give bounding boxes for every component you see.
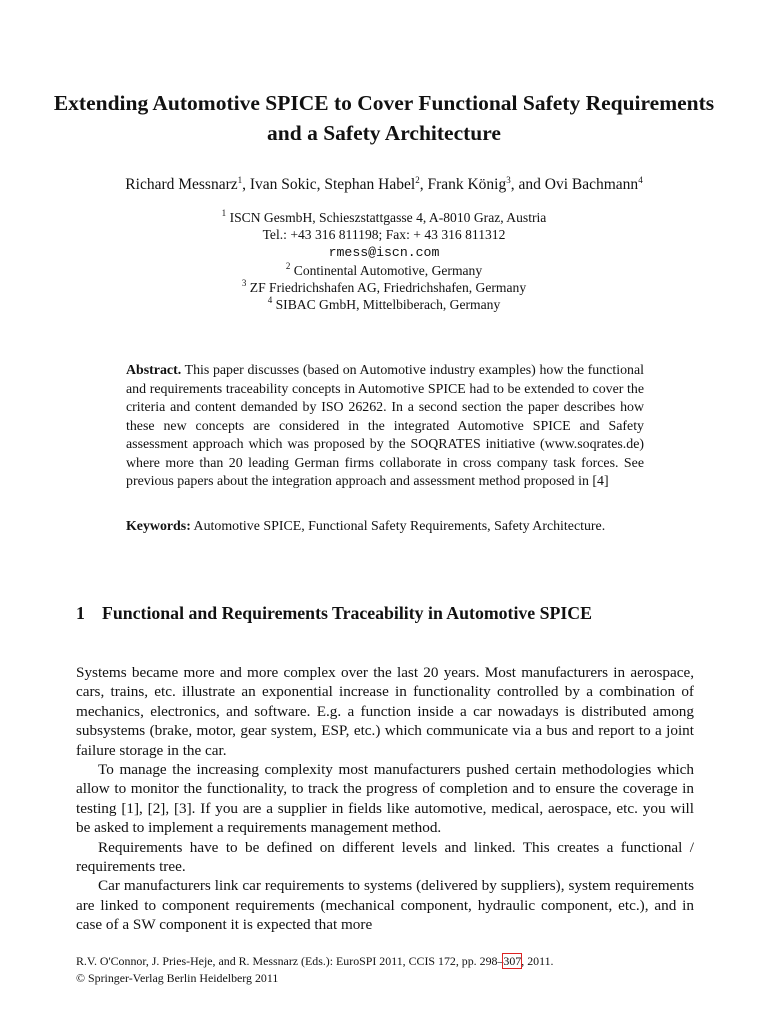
author-list: Richard Messnarz$^1$, Ivan Sokic, Stephan Habel$^2$, Frank König$^3$, and Ovi Bachmann$^4$ [125, 175, 643, 193]
author-name: Frank König [427, 176, 507, 193]
author-affiliation-mark: 2 [415, 175, 420, 185]
section-number: 1 [76, 603, 85, 623]
affiliation-mark: 4 [267, 295, 273, 306]
paragraph: Requirements have to be defined on different levels and linked. This creates a functional / requirements tree. [76, 838, 694, 876]
keywords-text: Automotive SPICE, Functional Safety Requirements, Safety Architecture. [193, 519, 606, 534]
citation-line: R.V. O'Connor, J. Pries-Heje, and R. Messnarz (Eds.): EuroSPI 2011, CCIS 172, pp. 298–307, 2011. [76, 954, 554, 968]
author-affiliation-mark: 4 [638, 175, 643, 185]
affiliation-block [40, 209, 728, 313]
keywords-label: Keywords: [126, 519, 191, 534]
abstract-label: Abstract. [126, 363, 182, 378]
author-name: Ivan Sokic [249, 176, 317, 193]
page-link[interactable]: 307 [503, 954, 522, 968]
copyright-line: © Springer-Verlag Berlin Heidelberg 2011 [76, 971, 279, 985]
abstract-text: This paper discusses (based on Automotive industry examples) how the functional and requirements traceability concepts in Automotive SPICE had to be extended to cover the criteria and content demanded by ISO 26262. In a second section the paper describes how these new concepts are considered in the integrated Automotive SPICE and Safety assessment approach which was proposed by the SOQRATES initiative (www.soqrates.de) where more than 20 leading German firms collaborate in cross company task forces. See previous papers about the integration approach and assessment method proposed in [4] [126, 363, 644, 489]
affiliation-line: $^3$ ZF Friedrichshafen AG, Friedrichshafen, Germany [241, 277, 527, 295]
affiliation-mark: 1 [221, 208, 227, 218]
abstract [126, 362, 644, 492]
author-affiliation-mark: 3 [506, 175, 511, 185]
affiliation-mark: 3 [241, 277, 247, 288]
author-name: Ovi Bachmann [544, 176, 639, 193]
affiliation-line: $^1$ ISCN GesmbH, Schieszstattgasse 4, A-8010 Graz, Austria [221, 208, 547, 225]
author-affiliation-mark: 1 [237, 175, 243, 185]
keywords [126, 518, 644, 537]
author-name: Richard Messnarz [125, 176, 238, 193]
email-address[interactable]: rmess@iscn.com [328, 245, 440, 261]
affiliation-line: Tel.: +43 316 811198; Fax: + 43 316 811312 [262, 227, 506, 243]
body-text [76, 663, 694, 935]
paragraph: Car manufacturers link car requirements to systems (delivered by suppliers), system requirements are linked to component requirements (mechanical component, hydraulic component, etc.), and in case of a SW component it is expected that more [76, 877, 694, 934]
paper-title: Extending Automotive SPICE to Cover Functional Safety Requirements and a Safety Architecture [53, 91, 715, 145]
section-heading [76, 602, 696, 626]
author-name: Stephan Habel [324, 176, 416, 193]
page-footer [76, 953, 696, 987]
affiliation-line: $^4$ SIBAC GmbH, Mittelbiberach, Germany [267, 295, 501, 313]
affiliation-line: $^2$ Continental Automotive, Germany [285, 260, 483, 278]
paragraph: To manage the increasing complexity most manufacturers pushed certain methodologies which allow to monitor the functionality, to track the progress of completion and to ensure the coverage in testing [1], [2], [3]. If you are a supplier in fields like automotive, medical, aerospace, etc. you will be asked to implement a requirements management method. [76, 761, 694, 837]
section-title: Functional and Requirements Traceability in Automotive SPICE [102, 603, 592, 623]
affiliation-mark: 2 [285, 260, 291, 271]
paragraph: Systems became more and more complex over the last 20 years. Most manufacturers in aerospace, cars, trains, etc. illustrate an exponential increase in functionality controlled by a combination of mechanics, electronics, and software. E.g. a function inside a car nowadays is distributed among subsystems (brake, motor, gear system, ESP, etc.) which communicate via a bus and report to a joint failure storage in the car. [76, 664, 694, 759]
